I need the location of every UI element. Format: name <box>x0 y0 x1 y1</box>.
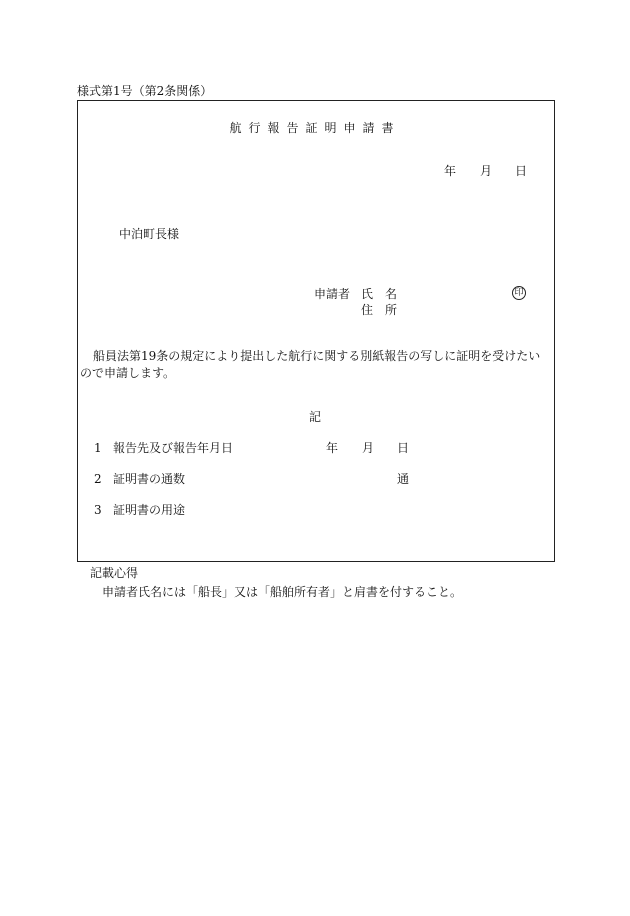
item-2-number: 2 <box>94 472 102 486</box>
form-title-wrap <box>0 119 630 136</box>
name-label: 氏名 <box>361 287 410 301</box>
address-label: 住所 <box>361 303 410 317</box>
item-1-number: 1 <box>94 441 102 455</box>
item-1-year-label: 年 <box>326 441 339 455</box>
body-text-line1: 船員法第19条の規定により提出した航行に関する別紙報告の写しに証明を受けたい <box>93 349 541 363</box>
applicant-label: 申請者 <box>314 287 351 301</box>
ki-heading: 記 <box>308 410 321 424</box>
date-year-label: 年 <box>444 164 457 178</box>
item-2-label: 証明書の通数 <box>113 472 186 486</box>
item-1-label: 報告先及び報告年月日 <box>113 441 234 455</box>
notes-title: 記載心得 <box>90 566 139 580</box>
form-title: 航行報告証明申請書 <box>229 121 401 135</box>
seal-mark: 印 <box>512 286 526 300</box>
date-day-label: 日 <box>515 164 528 178</box>
form-number: 様式第1号（第2条関係） <box>77 84 213 98</box>
notes-text: 申請者氏名には「船長」又は「船舶所有者」と肩書を付すること。 <box>102 585 463 599</box>
item-3-number: 3 <box>94 503 102 517</box>
item-1-day-label: 日 <box>397 441 410 455</box>
addressee: 中泊町長様 <box>119 227 180 241</box>
item-3-label: 証明書の用途 <box>113 503 186 517</box>
item-1-month-label: 月 <box>362 441 375 455</box>
date-month-label: 月 <box>480 164 493 178</box>
body-text-line2: ので申請します。 <box>80 366 176 380</box>
item-2-unit: 通 <box>397 472 410 486</box>
